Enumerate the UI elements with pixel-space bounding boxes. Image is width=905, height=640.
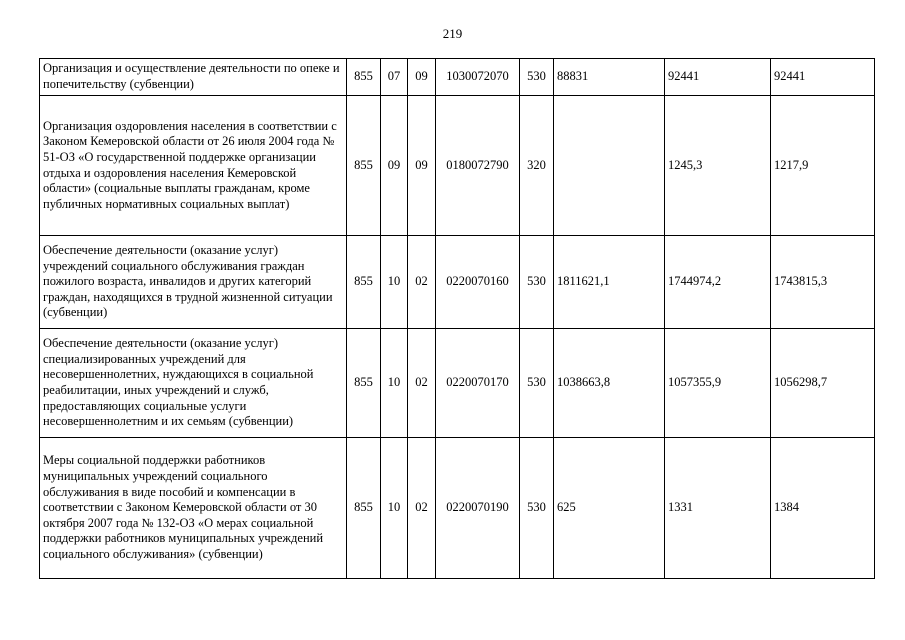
subsection-code: 02	[408, 438, 436, 579]
table-row	[40, 59, 875, 96]
ministry-code: 855	[347, 236, 381, 329]
target-article-code: 0220070170	[436, 329, 520, 438]
target-article-code: 0180072790	[436, 96, 520, 236]
amount-year-1: 1038663,8	[554, 329, 665, 438]
target-article-code: 0220070160	[436, 236, 520, 329]
ministry-code: 855	[347, 96, 381, 236]
amount-year-3: 92441	[771, 59, 875, 96]
expense-type-code: 530	[520, 236, 554, 329]
ministry-code: 855	[347, 438, 381, 579]
section-code: 10	[381, 438, 408, 579]
section-code: 10	[381, 329, 408, 438]
subsection-code: 02	[408, 329, 436, 438]
subsection-code: 09	[408, 59, 436, 96]
budget-table	[39, 58, 875, 579]
ministry-code: 855	[347, 59, 381, 96]
section-code: 10	[381, 236, 408, 329]
table-row	[40, 329, 875, 438]
section-code: 09	[381, 96, 408, 236]
row-description: Обеспечение деятельности (оказание услуг) учреждений социального обслуживания граждан пожилого возраста, инвалидов и других категорий граждан, находящихся в трудной жизненной ситуации (субвенции)	[40, 236, 347, 329]
row-description: Обеспечение деятельности (оказание услуг) специализированных учреждений для несовершеннолетних, нуждающихся в социальной реабилитации, иных учреждений и служб, предоставляющих социальные услуги несовершеннолетним и их семьям (субвенции)	[40, 329, 347, 438]
row-description: Меры социальной поддержки работников муниципальных учреждений социального обслуживания в виде пособий и компенсации в соответствии с Законом Кемеровской области от 30 октября 2007 года № 132-ОЗ «О мерах социальной поддержки работников муниципальных учреждений социального обслуживания» (субвенции)	[40, 438, 347, 579]
amount-year-1: 1811621,1	[554, 236, 665, 329]
subsection-code: 09	[408, 96, 436, 236]
amount-year-2: 1245,3	[665, 96, 771, 236]
table-row	[40, 438, 875, 579]
amount-year-3: 1217,9	[771, 96, 875, 236]
page-number: 219	[442, 26, 463, 41]
amount-year-1	[554, 96, 665, 236]
amount-year-3: 1056298,7	[771, 329, 875, 438]
row-description: Организация и осуществление деятельности по опеке и попечительству (субвенции)	[40, 59, 347, 96]
expense-type-code: 530	[520, 438, 554, 579]
amount-year-1: 88831	[554, 59, 665, 96]
expense-type-code: 320	[520, 96, 554, 236]
table-row	[40, 96, 875, 236]
section-code: 07	[381, 59, 408, 96]
target-article-code: 1030072070	[436, 59, 520, 96]
table-row	[40, 236, 875, 329]
expense-type-code: 530	[520, 59, 554, 96]
ministry-code: 855	[347, 329, 381, 438]
row-description: Организация оздоровления населения в соответствии с Законом Кемеровской области от 26 июля 2004 года № 51-ОЗ «О государственной поддержке организации отдыха и оздоровления населения Кемеровской области» (социальные выплаты гражданам, кроме публичных нормативных социальных выплат)	[40, 96, 347, 236]
amount-year-1: 625	[554, 438, 665, 579]
amount-year-3: 1384	[771, 438, 875, 579]
subsection-code: 02	[408, 236, 436, 329]
amount-year-2: 1744974,2	[665, 236, 771, 329]
amount-year-2: 92441	[665, 59, 771, 96]
amount-year-3: 1743815,3	[771, 236, 875, 329]
expense-type-code: 530	[520, 329, 554, 438]
target-article-code: 0220070190	[436, 438, 520, 579]
amount-year-2: 1057355,9	[665, 329, 771, 438]
amount-year-2: 1331	[665, 438, 771, 579]
